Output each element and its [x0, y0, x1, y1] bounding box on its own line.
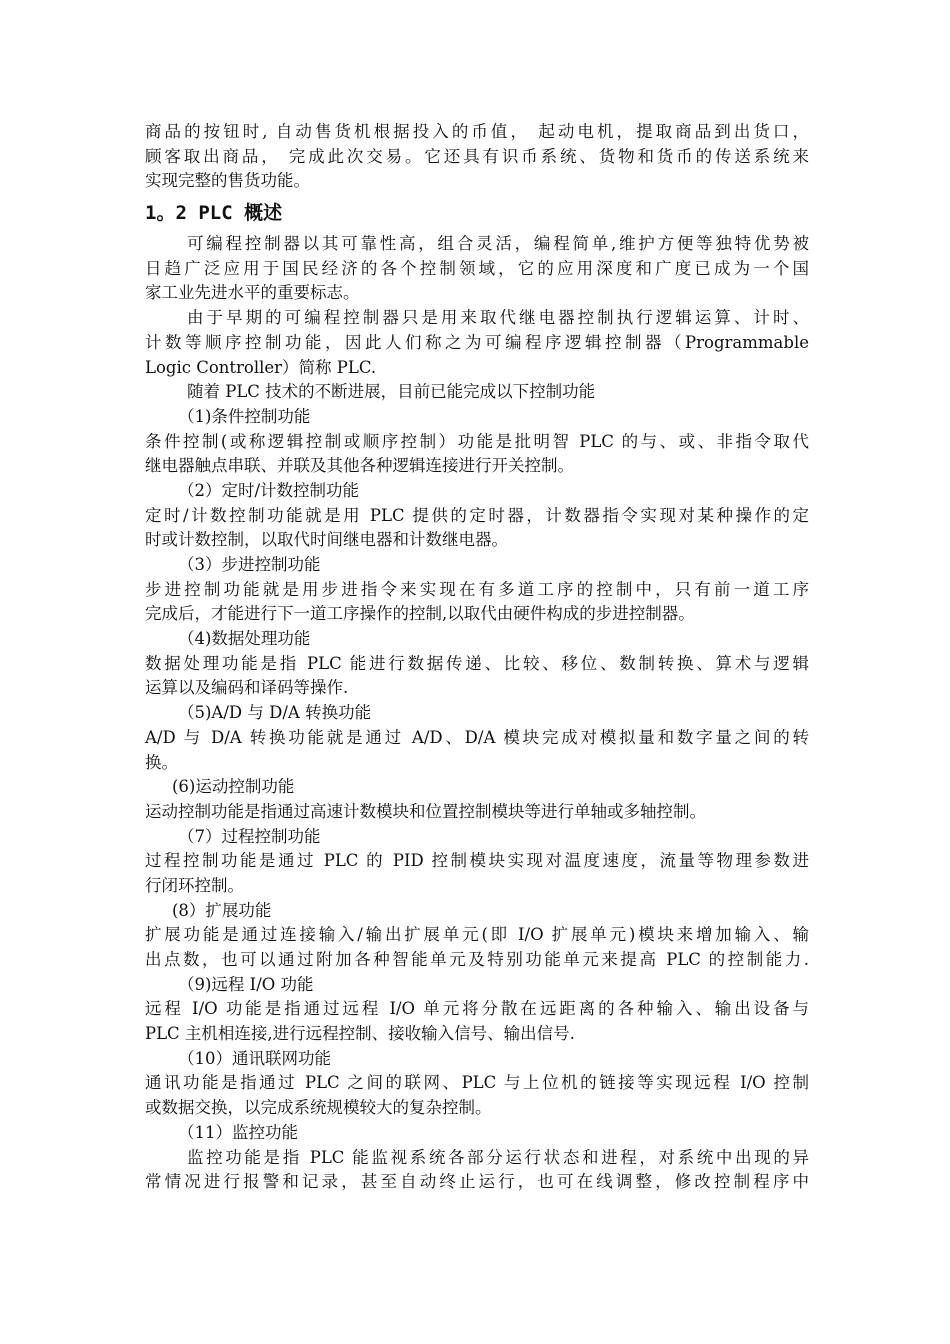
text-line: 完成后，才能进行下一道工序操作的控制,以取代由硬件构成的步进控制器。	[145, 604, 695, 624]
text-line: 计数等顺序控制功能，因此人们称之为可编程序逻辑控制器（Programmable	[145, 332, 809, 352]
item-title: （11）监控功能	[178, 1122, 298, 1142]
text-line: 步进控制功能就是用步进指令来实现在有多道工序的控制中，只有前一道工序	[145, 579, 809, 599]
text-line: 运算以及编码和译码等操作.	[145, 678, 349, 698]
item-title: （2）定时/计数控制功能	[178, 480, 360, 500]
intro-paragraph	[145, 120, 809, 194]
text-line: Logic Controller）简称 PLC.	[145, 357, 377, 377]
item-title: （9)远程 I/O 功能	[178, 974, 314, 994]
text-line: 顾客取出商品， 完成此次交易。它还具有识币系统、货物和货币的传送系统来	[145, 146, 809, 166]
item-title: （3）步进控制功能	[178, 555, 321, 574]
text-line: 商品的按钮时, 自动售货机根据投入的币值， 起动电机，提取商品到出货口，	[145, 122, 809, 141]
document-page	[145, 120, 809, 1195]
section-heading: 1。2 PLC 概述	[145, 202, 283, 225]
text-line: A/D 与 D/A 转换功能就是通过 A/D、D/A 模块完成对模拟量和数字量之间的转	[145, 727, 809, 747]
text-line: 扩展功能是通过连接输入/输出扩展单元(即 I/O 扩展单元)模块来增加输入、输	[145, 925, 809, 945]
paragraph-history	[145, 306, 809, 380]
text-line: 实现完整的售货功能。	[145, 171, 310, 191]
item-title: （7）过程控制功能	[178, 826, 321, 846]
item-title: （10）通讯联网功能	[178, 1048, 331, 1068]
text-line: 可编程控制器以其可靠性高，组合灵活，编程简单,维护方便等独特优势被	[187, 234, 809, 254]
text-line: 日趋广泛应用于国民经济的各个控制领域，它的应用深度和广度已成为一个国	[145, 258, 809, 278]
item-title: （5)A/D 与 D/A 转换功能	[178, 703, 372, 723]
text-line: PLC 主机相连接,进行远程控制、接收输入信号、输出信号.	[145, 1024, 575, 1044]
item-title: （1)条件控制功能	[178, 406, 311, 426]
text-line: 定时/计数控制功能就是用 PLC 提供的定时器，计数器指令实现对某种操作的定	[145, 505, 809, 525]
text-line: 远程 I/O 功能是指通过远程 I/O 单元将分散在远距离的各种输入、输出设备与	[145, 999, 809, 1019]
text-line: 由于早期的可编程控制器只是用来取代继电器控制执行逻辑运算、计时、	[187, 308, 809, 328]
text-line: 换。	[145, 752, 178, 772]
text-line: 行闭环控制。	[145, 875, 244, 895]
text-line: 继电器触点串联、并联及其他各种逻辑连接进行开关控制。	[145, 456, 574, 476]
paragraph-overview	[145, 232, 809, 306]
item-title: (8）扩展功能	[172, 900, 272, 920]
text-line: 数据处理功能是指 PLC 能进行数据传递、比较、移位、数制转换、算术与逻辑	[145, 653, 809, 673]
text-line: 过程控制功能是通过 PLC 的 PID 控制模块实现对温度速度，流量等物理参数进	[145, 851, 809, 871]
text-line: 家工业先进水平的重要标志。	[145, 283, 360, 303]
text-line: 通讯功能是指通过 PLC 之间的联网、PLC 与上位机的链接等实现远程 I/O 控制	[145, 1073, 809, 1093]
text-line: 时或计数控制，以取代时间继电器和计数继电器。	[145, 530, 508, 550]
text-line: 常情况进行报警和记录，甚至自动终止运行，也可在线调整，修改控制程序中	[145, 1172, 809, 1192]
text-line: 条件控制(或称逻辑控制或顺序控制）功能是批明智 PLC 的与、或、非指令取代	[145, 431, 809, 451]
text-line: 运动控制功能是指通过高速计数模块和位置控制模块等进行单轴或多轴控制。	[145, 801, 706, 821]
paragraph-intro-functions: 随着 PLC 技术的不断进展，目前已能完成以下控制功能	[187, 382, 596, 402]
text-line: 或数据交换，以完成系统规模较大的复杂控制。	[145, 1098, 492, 1118]
text-line: 出点数，也可以通过附加各种智能单元及特别功能单元来提高 PLC 的控制能力.	[145, 950, 809, 969]
item-title: （4)数据处理功能	[178, 629, 311, 649]
item-title: (6)运动控制功能	[172, 777, 295, 797]
text-line: 监控功能是指 PLC 能监视系统各部分运行状态和进程，对系统中出现的异	[187, 1147, 809, 1167]
